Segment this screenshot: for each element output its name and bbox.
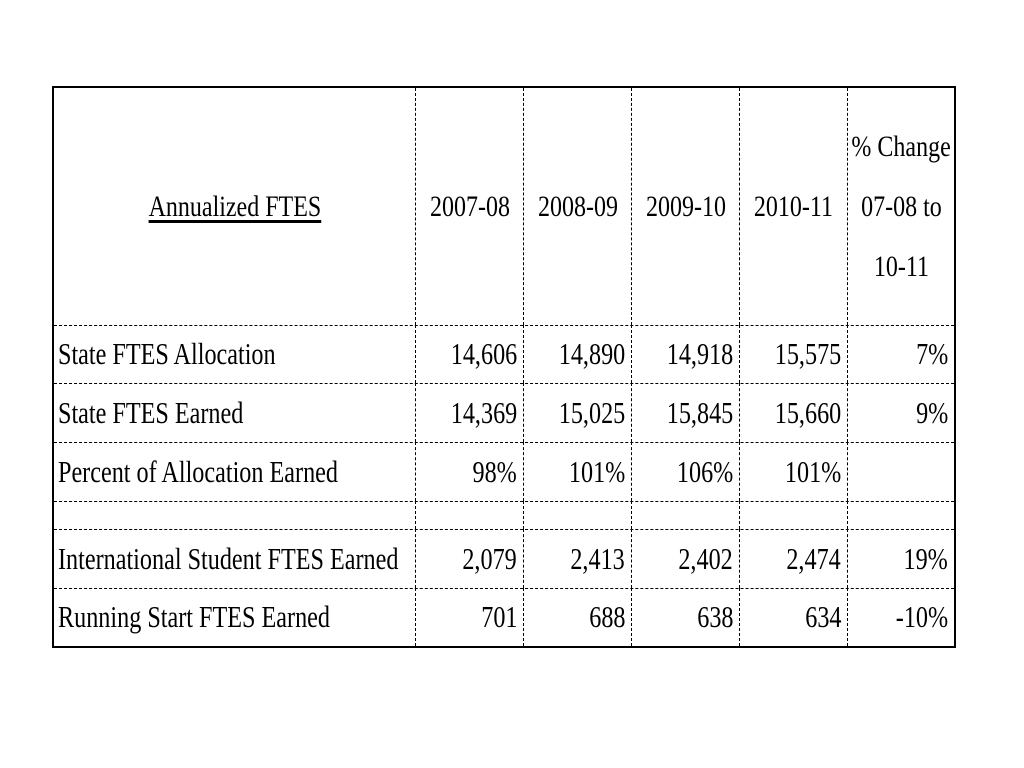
value: 15,025 (558, 394, 625, 430)
value-cell (416, 529, 524, 588)
row-label-cell (54, 529, 416, 588)
row-label: International Student FTES Earned (58, 540, 399, 576)
row-label-cell (54, 442, 416, 501)
change-header-line: % Change (851, 129, 951, 163)
header-year-cell (740, 88, 848, 325)
value-cell (416, 501, 524, 529)
value-cell (632, 588, 740, 646)
value-cell (524, 442, 632, 501)
value-cell (740, 529, 848, 588)
header-row (54, 88, 954, 326)
value-cell (416, 383, 524, 442)
value-cell (524, 383, 632, 442)
value-cell (524, 501, 632, 529)
header-change-cell (848, 88, 954, 325)
ftes-table (52, 86, 956, 648)
change-cell (848, 501, 954, 529)
value-cell (632, 383, 740, 442)
value: 2,413 (570, 540, 625, 576)
value: 701 (480, 599, 517, 634)
table-row (54, 588, 954, 646)
row-label-cell (54, 383, 416, 442)
table-row (54, 529, 954, 589)
year-header: 2009-10 (645, 189, 726, 223)
value-cell (524, 588, 632, 646)
table-row (54, 442, 954, 502)
value: 638 (696, 599, 733, 634)
value: 14,918 (666, 336, 733, 371)
value: 15,845 (666, 394, 733, 430)
value-cell (632, 529, 740, 588)
value: 106% (676, 453, 733, 489)
value: 101% (568, 453, 625, 489)
year-header: 2010-11 (753, 189, 834, 223)
change-cell (848, 529, 954, 588)
row-label-cell (54, 501, 416, 529)
year-header: 2007-08 (429, 189, 510, 223)
value: 14,606 (450, 336, 517, 371)
header-year-cell (632, 88, 740, 325)
table-row (54, 325, 954, 384)
value: 2,402 (678, 540, 733, 576)
spacer-row (54, 501, 954, 530)
row-label: State FTES Earned (58, 394, 244, 430)
header-year-cell (524, 88, 632, 325)
value: 15,660 (774, 394, 841, 430)
change-value: 19% (903, 540, 948, 576)
value-cell (524, 325, 632, 383)
value: 634 (804, 599, 841, 634)
value: 14,369 (450, 394, 517, 430)
value-cell (740, 383, 848, 442)
change-value: -10% (895, 599, 948, 634)
value-cell (740, 501, 848, 529)
value-cell (740, 588, 848, 646)
row-label: Percent of Allocation Earned (58, 453, 338, 489)
value-cell (632, 325, 740, 383)
value-cell (632, 501, 740, 529)
value: 2,474 (786, 540, 841, 576)
value: 101% (784, 453, 841, 489)
change-cell (848, 442, 954, 501)
change-header-line: 10-11 (873, 249, 929, 283)
row-label-cell (54, 325, 416, 383)
change-cell (848, 588, 954, 646)
change-cell (848, 383, 954, 442)
value: 15,575 (774, 336, 841, 371)
change-value: 9% (915, 394, 948, 430)
header-year-cell (416, 88, 524, 325)
table-title: Annualized FTES (148, 189, 321, 223)
row-label: Running Start FTES Earned (58, 599, 331, 634)
value: 98% (472, 453, 517, 489)
change-header-line: 07-08 to (860, 189, 942, 223)
row-label: State FTES Allocation (58, 336, 276, 371)
value-cell (416, 442, 524, 501)
table-row (54, 383, 954, 443)
change-value: 7% (915, 336, 948, 371)
value-cell (416, 325, 524, 383)
value: 2,079 (462, 540, 517, 576)
row-label-cell (54, 588, 416, 646)
header-title-cell (54, 88, 416, 325)
value: 688 (588, 599, 625, 634)
value-cell (524, 529, 632, 588)
year-header: 2008-09 (537, 189, 618, 223)
value-cell (740, 325, 848, 383)
value-cell (632, 442, 740, 501)
value: 14,890 (558, 336, 625, 371)
value-cell (416, 588, 524, 646)
value-cell (740, 442, 848, 501)
change-cell (848, 325, 954, 383)
